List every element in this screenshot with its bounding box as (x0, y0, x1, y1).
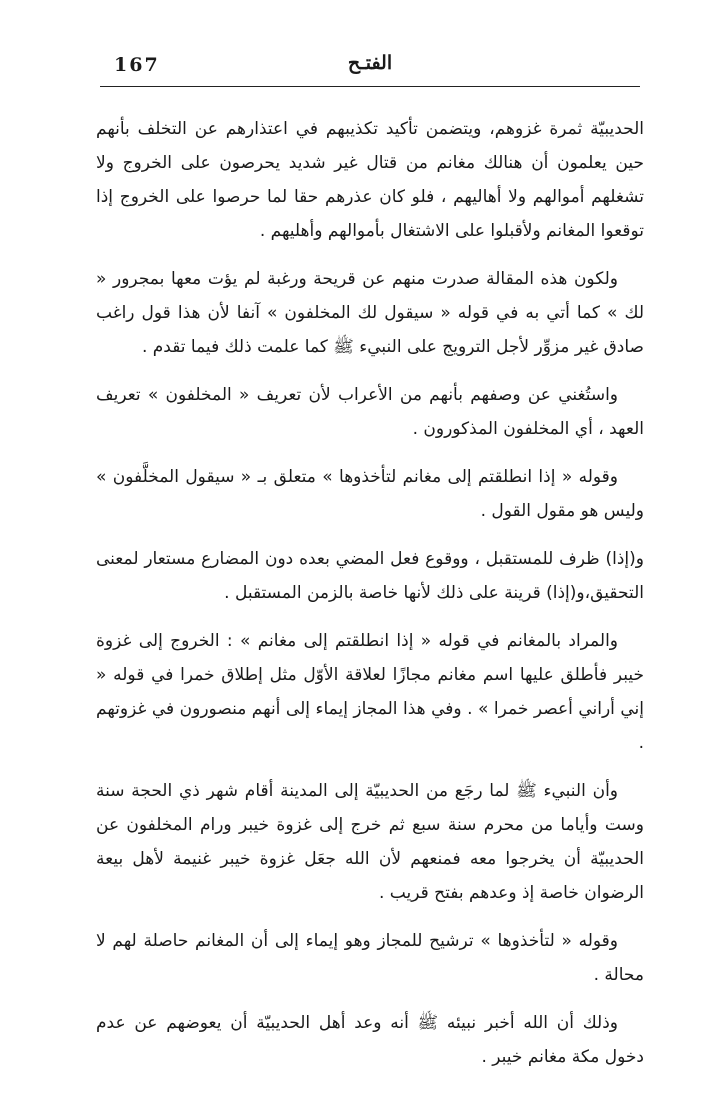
paragraph-9: وذلك أن الله أخبر نبيئه ﷺ أنه وعد أهل الحديبيّة أن يعوضهم عن عدم دخول مكة مغانم خيبر . (96, 1013, 644, 1067)
paragraph-5: و(إذا) ظرف للمستقبل ، ووقوع فعل المضي بعده دون المضارع مستعار لمعنى التحقيق،و(إذا) قرينة على ذلك لأنها خاصة بالزمن المستقبل . (96, 549, 644, 603)
paragraph-6: والمراد بالمغانم في قوله « إذا انطلقتم إلى مغانم » : الخروج إلى غزوة خيبر فأطلق عليها اسم مغانم مجازًا لعلاقة الأوّل مثل إطلاق خمرا في قوله « إني أراني أعصر خمرا » . وفي هذا المجاز إيماء إلى أنهم منصورون في غزوتهم . (96, 631, 644, 753)
paragraph-3: واستُغني عن وصفهم بأنهم من الأعراب لأن تعريف « المخلفون » تعريف العهد ، أي المخلفون المذكورون . (96, 385, 644, 439)
body-text (96, 112, 644, 1088)
page-header (100, 52, 640, 88)
paragraph-7: وأن النبيء ﷺ لما رجَع من الحديبيّة إلى المدينة أقام شهر ذي الحجة سنة وست وأياما من محرم سنة سبع ثم خرج إلى غزوة خيبر ورام المخلفون عن الحديبيّة أن يخرجوا معه فمنعهم لأن الله جعَل غزوة خيبر غنيمة لأهل بيعة الرضوان خاصة إذ وعدهم بفتح قريب . (96, 781, 644, 903)
paragraph-2: ولكون هذه المقالة صدرت منهم عن قريحة ورغبة لم يؤت معها بمجرور « لك » كما أتي به في قوله « سيقول لك المخلفون » آنفا لأن هذا قول راغب صادق غير مزوِّر لأجل الترويج على النبيء ﷺ كما علمت ذلك فيما تقدم . (96, 269, 644, 357)
running-title: الفتـح (347, 52, 393, 74)
paragraph-4: وقوله « إذا انطلقتم إلى مغانم لتأخذوها » متعلق بـ « سيقول المخلَّفون » وليس هو مقول القول . (96, 467, 644, 521)
paragraph-8: وقوله « لتأخذوها » ترشيح للمجاز وهو إيماء إلى أن المغانم حاصلة لهم لا محالة . (96, 931, 644, 985)
paragraph-1: الحديبيّة ثمرة غزوهم، ويتضمن تأكيد تكذيبهم في اعتذارهم عن التخلف بأنهم حين يعلمون أن هنالك مغانم من قتال غير شديد يحرصون على الخروج ولا تشغلهم أموالهم ولا أهاليهم ، فلو كان عذرهم حقا لما حرصوا على الخروج إذا توقعوا المغانم ولأقبلوا على الاشتغال بأموالهم وأهليهم . (96, 119, 644, 241)
header-rule (100, 86, 640, 87)
page-number: 167 (114, 54, 160, 76)
